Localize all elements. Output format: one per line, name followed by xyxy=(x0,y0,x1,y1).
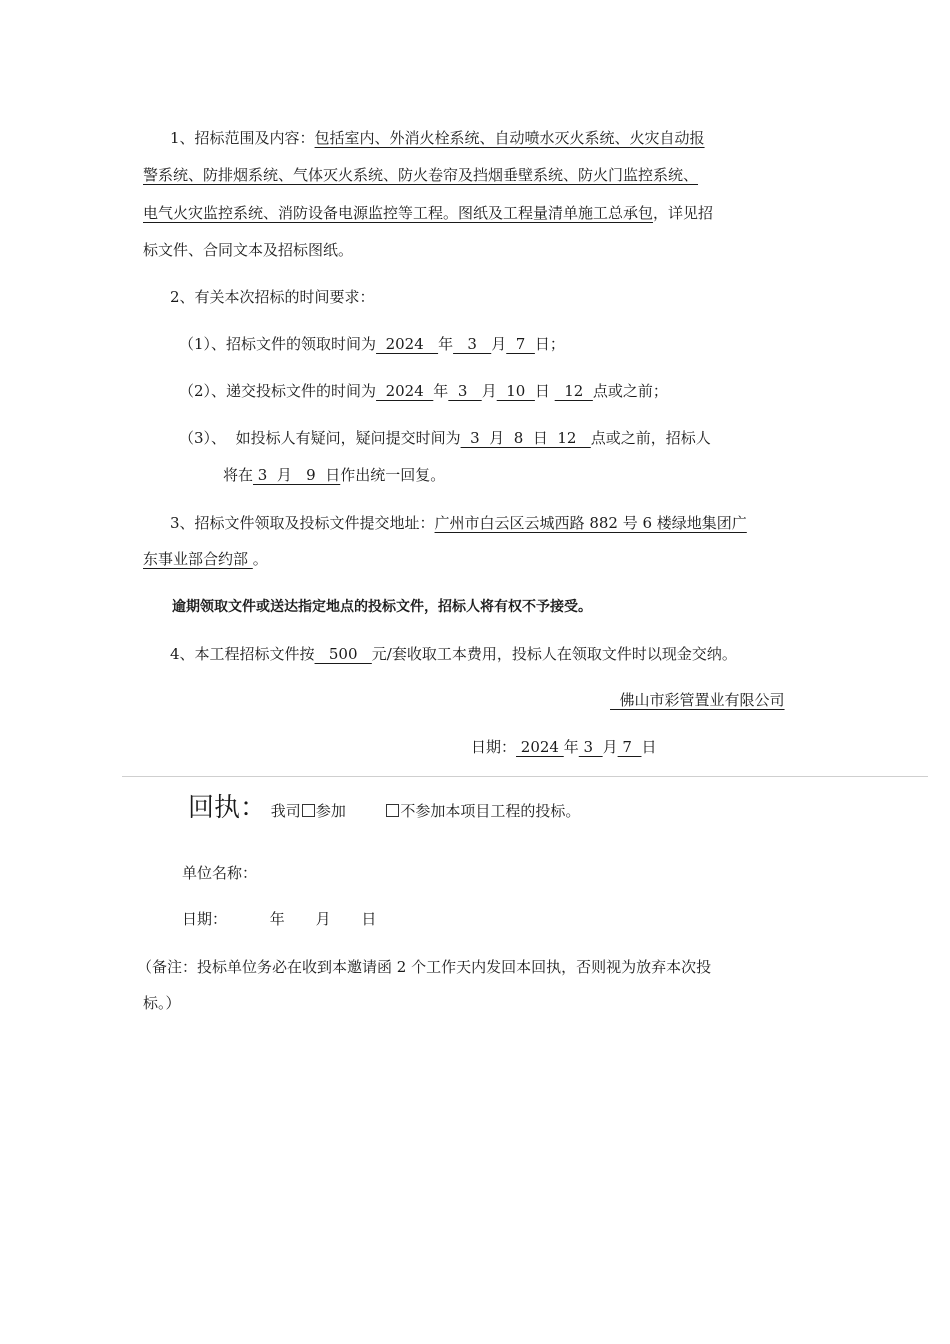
address-text-2: 东事业部合约部 xyxy=(143,550,253,568)
scope-line-3-suffix: ，详见招 xyxy=(653,204,714,222)
receipt-line xyxy=(188,791,580,828)
receipt-title: 回执： xyxy=(188,793,267,823)
item-3-prefix: （3）、 如投标人有疑问，疑问提交时间为 xyxy=(179,429,461,447)
item-3-suffix: 点或之前，招标人 xyxy=(590,429,711,447)
late-submission-warning: 逾期领取文件或送达指定地点的投标文件，招标人将有权不予接受。 xyxy=(172,599,592,615)
item-2-day: 10 xyxy=(496,382,535,400)
item-2-line xyxy=(179,380,668,402)
issue-month: 3 xyxy=(578,738,603,756)
receipt-year-label: 年 xyxy=(269,910,285,928)
item-1-day-label: 日； xyxy=(534,335,565,353)
item-1-month: 3 xyxy=(453,335,492,353)
item-2-prefix: （2）、递交投标文件的时间为 xyxy=(179,382,377,400)
item-2-hour: 12 xyxy=(554,382,593,400)
scope-line-3 xyxy=(143,202,713,224)
issue-date xyxy=(471,736,657,758)
issue-date-label: 日期： xyxy=(471,738,517,756)
scope-line-2 xyxy=(143,164,698,186)
item-2-year-label: 年 xyxy=(433,382,449,400)
issue-month-label: 月 xyxy=(602,738,618,756)
fee-prefix: 4、本工程招标文件按 xyxy=(170,645,315,663)
decline-label: 不参加本项目工程的投标。 xyxy=(400,802,581,820)
item-1-month-label: 月 xyxy=(491,335,507,353)
decline-checkbox[interactable] xyxy=(386,804,399,817)
item-2-month: 3 xyxy=(448,382,482,400)
address-prefix: 3、招标文件领取及投标文件提交地址： xyxy=(170,514,435,532)
receipt-date-line xyxy=(182,908,376,930)
scope-text-1: 包括室内、外消火栓系统、自动喷水灭火系统、火灾自动报 xyxy=(314,129,705,147)
scope-line-4: 标文件、合同文本及招标图纸。 xyxy=(143,241,354,259)
receipt-day-label: 日 xyxy=(361,910,377,928)
receipt-month-label: 月 xyxy=(315,910,331,928)
item-3-line-2 xyxy=(223,464,445,486)
participate-label: 参加 xyxy=(315,802,346,820)
address-text-1: 广州市白云区云城西路 882 号 6 楼绿地集团广 xyxy=(434,514,747,532)
item-3-line-1 xyxy=(179,427,711,449)
participate-checkbox[interactable] xyxy=(302,804,315,817)
receipt-we: 我司 xyxy=(270,802,301,820)
item-1-line xyxy=(179,333,565,355)
scope-text-2: 警系统、防排烟系统、气体灭火系统、防火卷帘及挡烟垂壁系统、防火门监控系统、 xyxy=(143,166,699,184)
scope-text-3: 电气火灾监控系统、消防设备电源监控等工程。图纸及工程量清单施工总承包 xyxy=(143,204,654,222)
item-1-day: 7 xyxy=(506,335,535,353)
fee-suffix: 元/套收取工本费用，投标人在领取文件时以现金交纳。 xyxy=(371,645,737,663)
item-1-year: 2024 xyxy=(376,335,439,353)
fee-amount: 500 xyxy=(314,645,372,663)
item-3-reply-prefix: 将在 xyxy=(223,466,254,484)
item-2-hour-label: 点或之前； xyxy=(592,382,668,400)
item-3-deadline: 3 月 8 日 12 xyxy=(460,429,591,447)
receipt-date-label: 日期： xyxy=(182,910,228,928)
address-line-2 xyxy=(143,548,268,570)
scope-prefix: 1、招标范围及内容： xyxy=(170,129,315,147)
issue-year-label: 年 xyxy=(563,738,579,756)
issue-day-label: 日 xyxy=(641,738,657,756)
item-1-year-label: 年 xyxy=(438,335,454,353)
receipt-note-line-1: （备注：投标单位务必在收到本邀请函 2 个工作天内发回本回执，否则视为放弃本次投 xyxy=(137,958,712,976)
item-1-prefix: （1）、招标文件的领取时间为 xyxy=(179,335,377,353)
time-requirements-title: 2、有关本次招标的时间要求： xyxy=(170,288,375,306)
address-line-1 xyxy=(170,512,747,534)
item-2-month-label: 月 xyxy=(481,382,497,400)
issuer-company: 佛山市彩管置业有限公司 xyxy=(610,691,785,709)
section-divider xyxy=(122,776,928,777)
item-2-year: 2024 xyxy=(376,382,434,400)
unit-name-label: 单位名称： xyxy=(182,864,258,882)
address-suffix: 。 xyxy=(252,550,268,568)
item-3-reply-date: 3 月 9 日 xyxy=(253,466,341,484)
item-3-reply-suffix: 作出统一回复。 xyxy=(340,466,446,484)
scope-line-1 xyxy=(170,127,705,149)
issue-year: 2024 xyxy=(516,738,564,756)
fee-line xyxy=(170,643,737,665)
item-2-day-label: 日 xyxy=(534,382,550,400)
issue-day: 7 xyxy=(617,738,642,756)
receipt-note-line-2: 标。） xyxy=(143,994,181,1012)
